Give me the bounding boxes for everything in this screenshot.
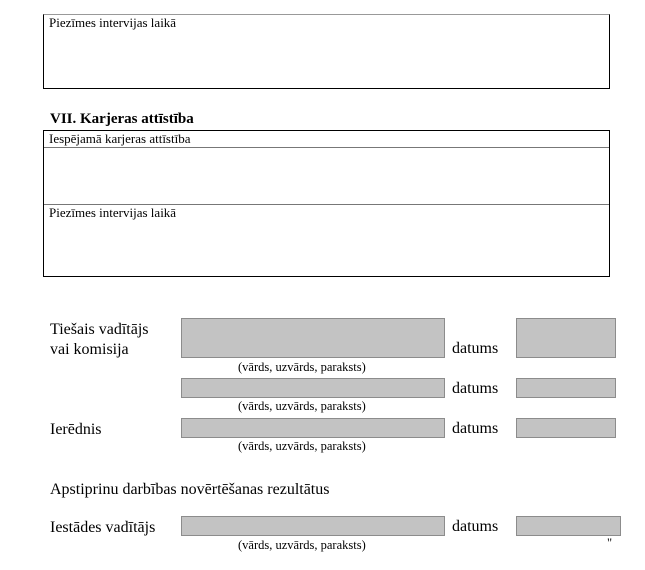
head-label: Iestādes vadītājs bbox=[50, 519, 156, 536]
official-label: Ierēdnis bbox=[50, 421, 102, 438]
commission-date-label: datums bbox=[452, 380, 499, 397]
career-development-label: Iespējamā karjeras attīstība bbox=[49, 131, 191, 146]
manager-date-field[interactable] bbox=[516, 318, 616, 358]
approval-statement: Apstiprinu darbības novērtēšanas rezultātus bbox=[50, 481, 330, 498]
official-date-label: datums bbox=[452, 420, 499, 437]
section-vii-heading: VII. Karjeras attīstība bbox=[50, 111, 194, 127]
manager-signature-field[interactable] bbox=[181, 318, 445, 358]
official-signature-field[interactable] bbox=[181, 418, 445, 438]
manager-date-label: datums bbox=[452, 340, 499, 357]
commission-signature-caption: (vārds, uzvārds, paraksts) bbox=[238, 399, 366, 413]
head-signature-field[interactable] bbox=[181, 516, 445, 536]
notes-label-top: Piezīmes intervijas laikā bbox=[49, 15, 177, 30]
head-date-label: datums bbox=[452, 518, 499, 535]
manager-signature-caption: (vārds, uzvārds, paraksts) bbox=[238, 360, 366, 374]
head-date-field[interactable] bbox=[516, 516, 621, 536]
manager-label-line2: vai komisija bbox=[50, 341, 129, 358]
manager-label-line1: Tiešais vadītājs bbox=[50, 321, 149, 338]
career-table-divider-1 bbox=[44, 147, 609, 148]
commission-date-field[interactable] bbox=[516, 378, 616, 398]
official-date-field[interactable] bbox=[516, 418, 616, 438]
official-signature-caption: (vārds, uzvārds, paraksts) bbox=[238, 439, 366, 453]
head-signature-caption: (vārds, uzvārds, paraksts) bbox=[238, 538, 366, 552]
interview-notes-label: Piezīmes intervijas laikā bbox=[49, 205, 177, 220]
closing-quote-mark: " bbox=[607, 536, 613, 550]
commission-signature-field[interactable] bbox=[181, 378, 445, 398]
